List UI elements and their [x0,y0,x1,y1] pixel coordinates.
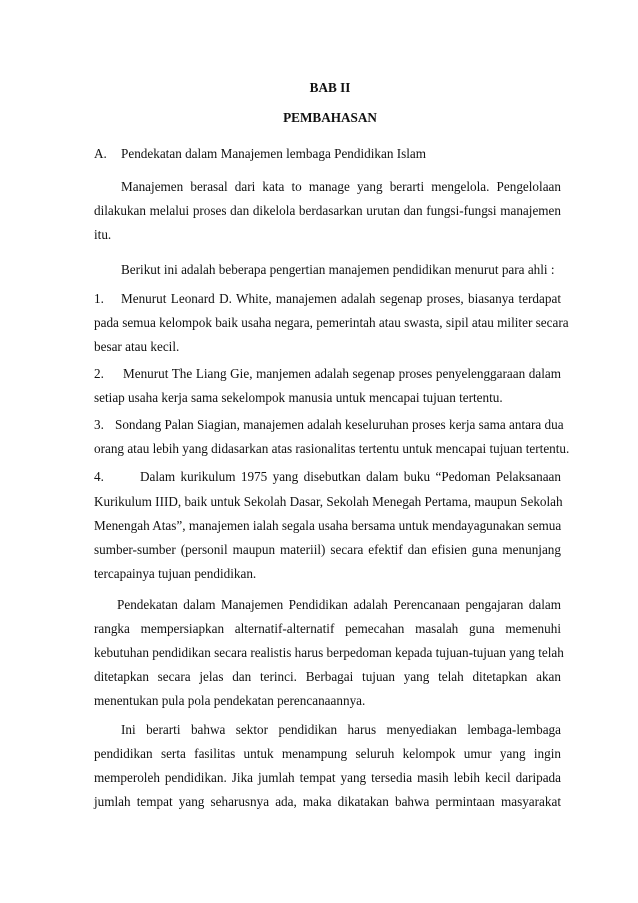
item3-line-2: orang atau lebih yang didasarkan atas rasionalitas tertentu untuk mencapai tujuan tertentu. [94,441,570,456]
p4-line-1: Ini berarti bahwa sektor pendidikan harus menyediakan lembaga-lembaga [121,722,561,737]
chapter-title: PEMBAHASAN [283,110,377,125]
p3-line-3: kebutuhan pendidikan secara realistis harus berpedoman kepada tujuan-tujuan yang telah [94,645,564,660]
item1-line-3: besar atau kecil. [94,339,180,354]
item2-line-1 [94,366,561,382]
item4-line-4: sumber-sumber (personil maupun materiil) secara efektif dan efisien guna menunjang [94,542,561,557]
item2-line-2: setiap usaha kerja sama sekelompok manusia untuk mencapai tujuan tertentu. [94,390,503,405]
section-a-heading [94,146,561,162]
item1-line-1 [94,291,561,307]
item2-number: 2. [94,366,104,381]
item2-text-1: Menurut The Liang Gie, manjemen adalah segenap proses penyelenggaraan dalam [123,366,561,381]
p1-line-1: Manajemen berasal dari kata to manage yang berarti mengelola. Pengelolaan [121,179,561,194]
item3-number: 3. [94,417,104,432]
p1-line-2: dilakukan melalui proses dan dikelola berdasarkan urutan dan fungsi-fungsi manajemen [94,203,561,218]
item4-line-3: Menengah Atas”, manajemen ialah segala usaha bersama untuk mendayagunakan semua [94,518,562,533]
item3-line-1 [94,417,564,433]
p4-line-3: memperoleh pendidikan. Jika jumlah tempat yang tersedia masih lebih kecil daripada [94,770,561,785]
item4-number: 4. [94,469,104,484]
p3-line-2: rangka mempersiapkan alternatif-alternatif pemecahan masalah guna memenuhi [94,621,561,636]
chapter-heading: BAB II [309,80,351,95]
p3-line-1: Pendekatan dalam Manajemen Pendidikan adalah Perencanaan pengajaran dalam [117,597,561,612]
p1-line-3: itu. [94,227,112,242]
item4-text-1: Dalam kurikulum 1975 yang disebutkan dalam buku “Pedoman Pelaksanaan [140,469,561,484]
section-a-title: Pendekatan dalam Manajemen lembaga Pendidikan Islam [121,146,427,161]
item4-line-2: Kurikulum IIID, baik untuk Sekolah Dasar, Sekolah Menegah Pertama, maupun Sekolah [94,494,563,509]
item3-text-1: Sondang Palan Siagian, manajemen adalah keseluruhan proses kerja sama antara dua [115,417,564,432]
p4-line-4: jumlah tempat yang seharusnya ada, maka dikatakan bahwa permintaan masyarakat [94,794,561,809]
p3-line-4: ditetapkan secara jelas dan terinci. Berbagai tujuan yang telah ditetapkan akan [94,669,561,684]
item4-line-1 [94,469,561,485]
item1-line-2: pada semua kelompok baik usaha negara, pemerintah atau swasta, sipil atau militer secara [94,315,569,330]
item4-line-5: tercapainya tujuan pendidikan. [94,566,257,581]
p2-line-1: Berikut ini adalah beberapa pengertian manajemen pendidikan menurut para ahli : [121,262,555,277]
p3-line-5: menentukan pula pola pendekatan perencanaannya. [94,693,366,708]
p4-line-2: pendidikan serta fasilitas untuk menampung seluruh kelompok umur yang ingin [94,746,561,761]
item1-text-1: Menurut Leonard D. White, manajemen adalah segenap proses, biasanya terdapat [121,291,561,306]
item1-number: 1. [94,291,104,306]
section-a-marker: A. [94,146,107,161]
